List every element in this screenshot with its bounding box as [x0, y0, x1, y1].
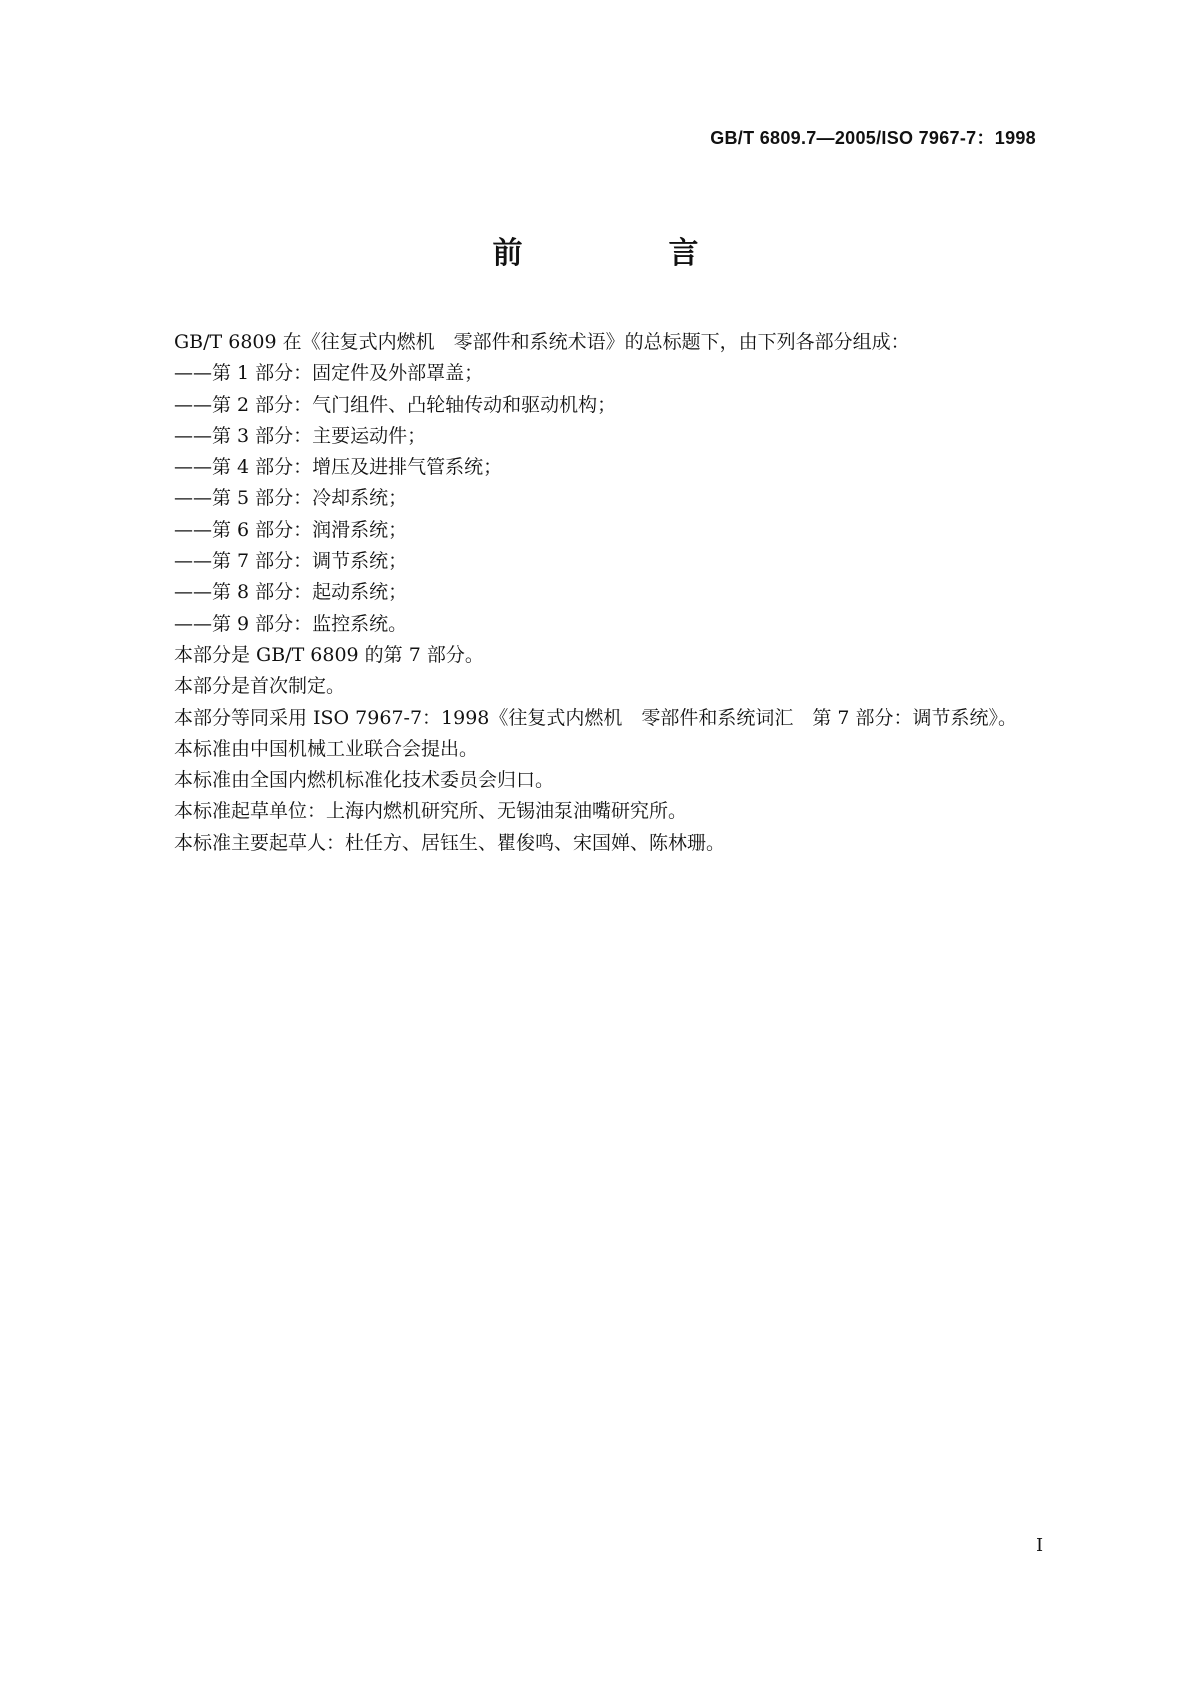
part-list-item: ——第 6 部分：润滑系统； — [174, 518, 408, 541]
part-list-item: ——第 2 部分：气门组件、凸轮轴传动和驱动机构； — [174, 393, 617, 416]
part-list-item: ——第 4 部分：增压及进排气管系统； — [174, 456, 503, 479]
statement-paragraph: 本标准由中国机械工业联合会提出。 — [174, 737, 479, 760]
foreword-body — [174, 327, 1054, 859]
statement-paragraph: 本部分是首次制定。 — [174, 675, 346, 698]
page-title: 前 言 — [492, 236, 757, 271]
part-list-item: ——第 9 部分：监控系统。 — [174, 612, 408, 635]
intro-paragraph: GB/T 6809 在《往复式内燃机 零部件和系统术语》的总标题下，由下列各部分组成： — [174, 331, 910, 353]
statement-paragraph: 本部分是 GB/T 6809 的第 7 部分。 — [174, 643, 484, 666]
part-list-item: ——第 3 部分：主要运动件； — [174, 424, 427, 447]
part-list-item: ——第 1 部分：固定件及外部罩盖； — [174, 362, 484, 385]
statement-paragraph: 本标准起草单位：上海内燃机研究所、无锡油泵油嘴研究所。 — [174, 800, 688, 823]
statement-paragraph: 本标准由全国内燃机标准化技术委员会归口。 — [174, 769, 555, 792]
standard-code-header: GB/T 6809.7—2005/ISO 7967-7：1998 — [710, 128, 1036, 148]
statement-paragraph: 本部分等同采用 ISO 7967-7：1998《往复式内燃机 零部件和系统词汇 第 7 部分：调节系统》。 — [174, 706, 1018, 729]
part-list-item: ——第 5 部分：冷却系统； — [174, 487, 408, 510]
statement-paragraph: 本标准主要起草人：杜任方、居钰生、瞿俊鸣、宋国婵、陈林珊。 — [174, 831, 726, 854]
page-number: I — [1036, 1535, 1044, 1556]
part-list-item: ——第 7 部分：调节系统； — [174, 550, 408, 573]
part-list-item: ——第 8 部分：起动系统； — [174, 581, 408, 604]
